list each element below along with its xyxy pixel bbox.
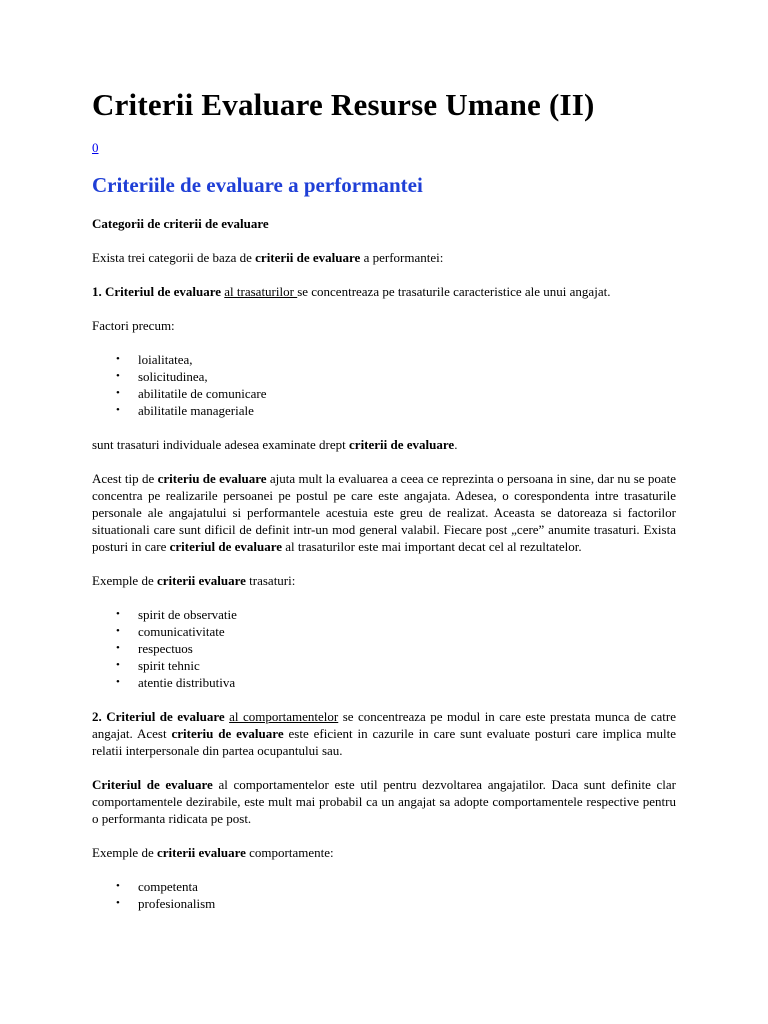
criterion-1-paragraph bbox=[92, 283, 676, 300]
list-item: • competenta bbox=[138, 878, 676, 895]
criterion-2-paragraph bbox=[92, 708, 676, 759]
list-item: • spirit tehnic bbox=[138, 657, 676, 674]
subheading-text: Categorii de criterii de evaluare bbox=[92, 216, 269, 231]
traits-conclusion-bold: criterii de evaluare bbox=[349, 437, 455, 452]
list-item: • loialitatea, bbox=[138, 351, 676, 368]
intro-text-after: a performantei: bbox=[360, 250, 444, 265]
list-item: • atentie distributiva bbox=[138, 674, 676, 691]
traits-conclusion-before: sunt trasaturi individuale adesea examinate drept bbox=[92, 437, 350, 452]
behavior-examples-label bbox=[92, 844, 676, 861]
list-item: • solicitudinea, bbox=[138, 368, 676, 385]
trait-examples-list bbox=[92, 606, 676, 691]
subheading bbox=[92, 215, 676, 232]
behavior-examples-after: comportamente: bbox=[245, 845, 334, 860]
trait-paragraph-text-2: ajuta mult la evaluarea a ceea ce reprezinta o persoana in sine, dar nu se poate concentra pe realizarile persoanei pe postul pe care este angajata. Adesea, o corespondenta intre trasaturile personale ale angajatului si performantele acestuia este greu de realizat. Aceasta se datoreaza si factorilor situationali care sunt dificil de definit intr-un mod general valabil. Fiecare post „cere” anumite trasaturi. Exista posturi in care bbox=[92, 471, 676, 554]
traits-conclusion bbox=[92, 436, 676, 453]
trait-examples-before: Exemple de bbox=[92, 573, 157, 588]
criterion-2-title: 2. Criteriul de evaluare bbox=[92, 709, 225, 724]
behavior-paragraph bbox=[92, 776, 676, 827]
intro-bold: criterii de evaluare bbox=[255, 250, 361, 265]
trait-paragraph-bold-2: criteriul de evaluare bbox=[169, 539, 283, 554]
section-heading: Criteriile de evaluare a performantei bbox=[92, 173, 423, 197]
list-item: • comunicativitate bbox=[138, 623, 676, 640]
trait-paragraph-text-1: Acest tip de bbox=[92, 471, 158, 486]
list-item: • profesionalism bbox=[138, 895, 676, 912]
criterion-1-underlined: al trasaturilor bbox=[224, 284, 298, 299]
list-item: • abilitatile manageriale bbox=[138, 402, 676, 419]
criterion-1-text: se concentreaza pe trasaturile caracteristice ale unui angajat. bbox=[297, 284, 611, 299]
criterion-2-text-1: se concentreaza pe modul in care este prestata munca de catre angajat. Acest bbox=[92, 709, 676, 741]
trait-paragraph-bold-1: criteriu de evaluare bbox=[157, 471, 267, 486]
behavior-examples-before: Exemple de bbox=[92, 845, 157, 860]
behavior-paragraph-bold: Criteriul de evaluare bbox=[92, 777, 213, 792]
traits-conclusion-after: . bbox=[454, 437, 458, 452]
behavior-examples-bold: criterii evaluare bbox=[156, 845, 246, 860]
intro-paragraph bbox=[92, 249, 676, 266]
factori-label: Factori precum: bbox=[92, 318, 175, 333]
trait-examples-label bbox=[92, 572, 676, 589]
criterion-2-bold: criteriu de evaluare bbox=[171, 726, 284, 741]
criterion-2-text-2: este eficient in cazurile in care sunt evaluate posturi care implica multe relatii interpersonale din partea ocupantului sau. bbox=[92, 726, 677, 758]
behavior-examples-list bbox=[92, 878, 676, 912]
trait-paragraph-text-3: al trasaturilor este mai important decat cel al rezultatelor. bbox=[282, 539, 582, 554]
list-item: • spirit de observatie bbox=[138, 606, 676, 623]
behavior-paragraph-text: al comportamentelor este util pentru dezvoltarea angajatilor. Daca sunt definite clar comportamentele dezirabile, este mult mai probabil ca un angajat sa adopte comportamentele respective pentru o performanta ridicata pe post. bbox=[92, 777, 677, 826]
list-item: • abilitatile de comunicare bbox=[138, 385, 676, 402]
document-title: Criterii Evaluare Resurse Umane (II) bbox=[92, 87, 595, 122]
trait-examples-after: trasaturi: bbox=[245, 573, 296, 588]
intro-text-before: Exista trei categorii de baza de bbox=[92, 250, 256, 265]
trait-criterion-paragraph bbox=[92, 470, 676, 555]
traits-list bbox=[92, 351, 676, 419]
count-link[interactable]: 0 bbox=[92, 140, 99, 155]
trait-examples-bold: criterii evaluare bbox=[156, 573, 246, 588]
criterion-2-underlined: al comportamentelor bbox=[229, 709, 339, 724]
criterion-1-title: 1. Criteriul de evaluare bbox=[92, 284, 222, 299]
list-item: • respectuos bbox=[138, 640, 676, 657]
